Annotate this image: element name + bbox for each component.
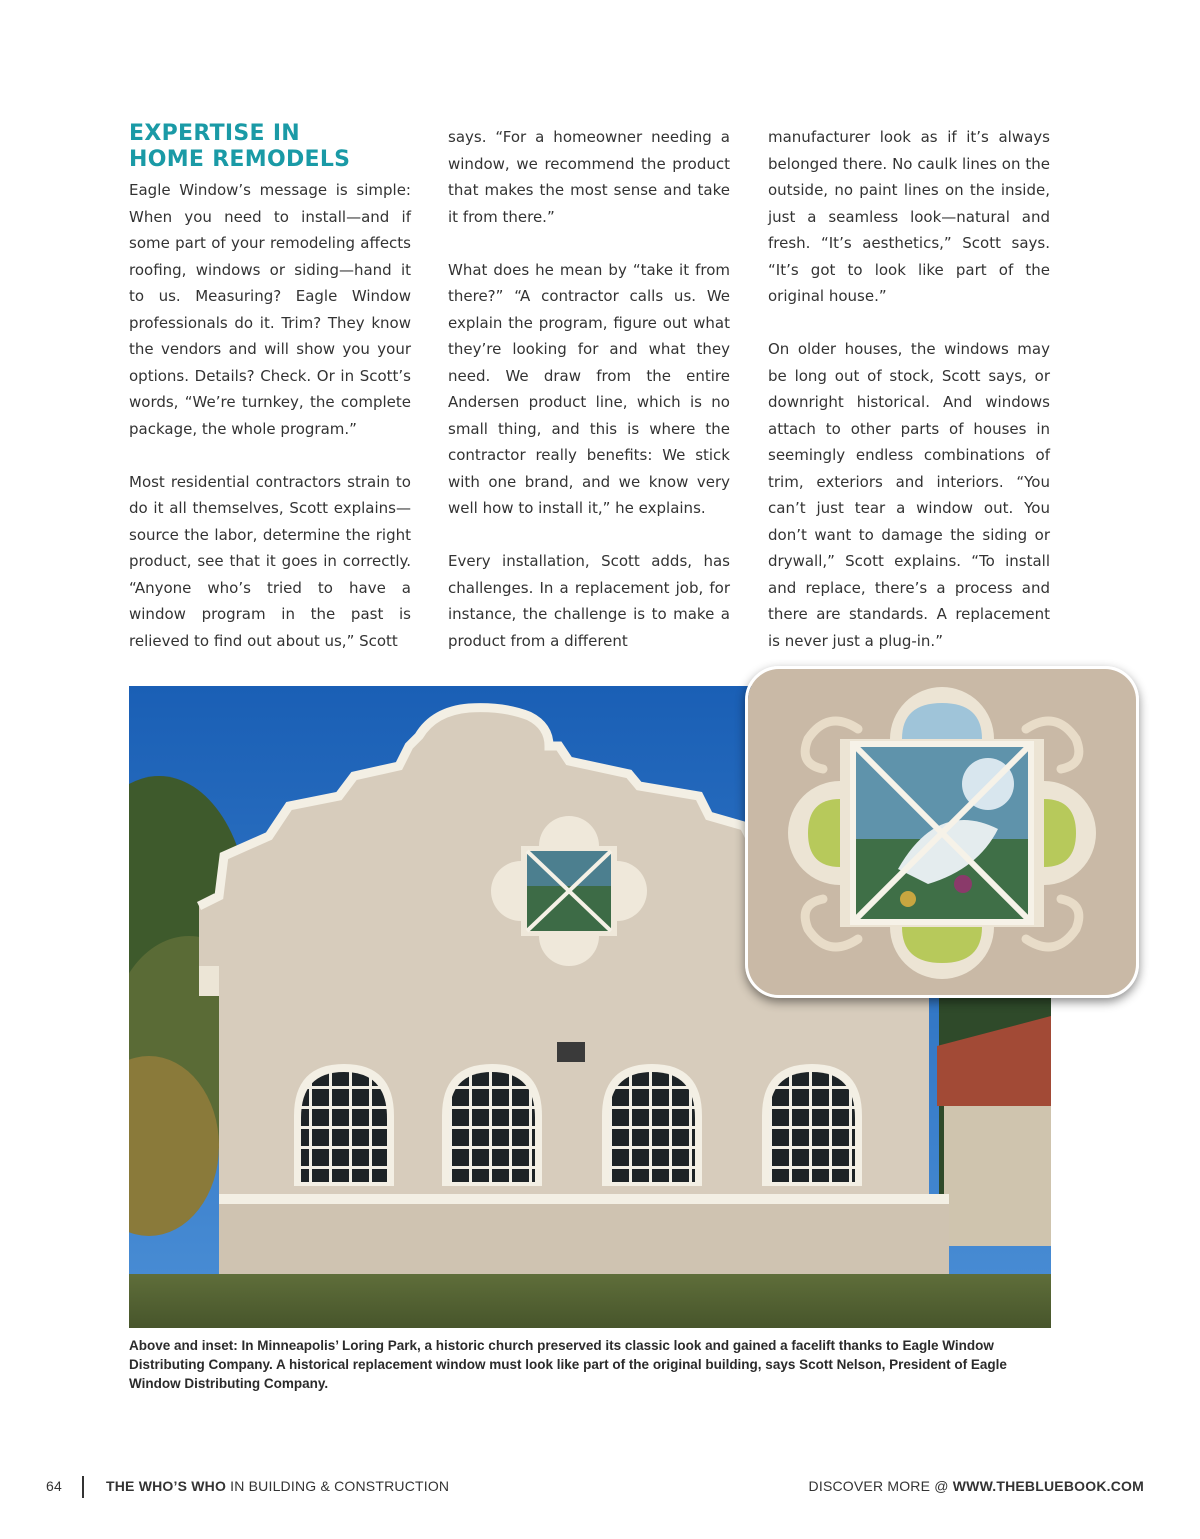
paragraph: Eagle Window’s message is simple: When you need to install—and if some part of your remodeling affects roofing, windows or siding—hand it to us. Measuring? Eagle Window professionals do it. Trim? They know the vendors and will show you your options. Details? Check. Or in Scott’s words, “We’re turnkey, the complete package, the whole program.” bbox=[129, 181, 411, 438]
publication-title-bold: THE WHO’S WHO bbox=[106, 1478, 227, 1494]
paragraph: manufacturer look as if it’s always belonged there. No caulk lines on the outside, no paint lines on the inside, just a seamless look—natural and fresh. “It’s aesthetics,” Scott says. “It’s got to look like part of the original house.” bbox=[768, 128, 1050, 305]
section-heading bbox=[129, 121, 429, 173]
photo-caption: Above and inset: In Minneapolis’ Loring Park, a historic church preserved its classic look and gained a facelift thanks to Eagle Window Distributing Company. A historical replacement window must look like part of the original building, says Scott Nelson, President of Eagle Window Distributing Company. bbox=[129, 1338, 1007, 1391]
footer-divider bbox=[82, 1476, 84, 1498]
discover-more bbox=[809, 1478, 1144, 1494]
publication-title-rest: IN BUILDING & CONSTRUCTION bbox=[226, 1478, 450, 1494]
article-column-2 bbox=[448, 124, 730, 681]
section-heading-line1: EXPERTISE IN bbox=[129, 121, 301, 146]
website-link[interactable]: WWW.THEBLUEBOOK.COM bbox=[952, 1478, 1144, 1494]
rose-window-inset-photo bbox=[745, 666, 1139, 998]
paragraph: Every installation, Scott adds, has challenges. In a replacement job, for instance, the challenge is to make a product from a different bbox=[448, 552, 730, 650]
page-number: 64 bbox=[46, 1478, 62, 1494]
section-heading-line2: HOME REMODELS bbox=[129, 147, 351, 172]
paragraph: What does he mean by “take it from there?” “A contractor calls us. We explain the program, figure out what they’re looking for and what they need. We draw from the entire Andersen product line, which is no small thing, and this is where the contractor really benefits: We stick with one brand, and we know very well how to install it,” he explains. bbox=[448, 260, 730, 517]
paragraph: On older houses, the windows may be long out of stock, Scott says, or downright historical. And windows attach to other parts of houses in seemingly endless combinations of trim, exteriors and interiors. “You can’t just tear a window out. You don’t want to damage the siding or drywall,” Scott explains. “To install and replace, there’s a process and there are standards. A replacement is never just a plug-in.” bbox=[768, 340, 1050, 650]
article-column-3 bbox=[768, 124, 1050, 681]
paragraph: says. “For a homeowner needing a window, we recommend the product that makes the most sense and take it from there.” bbox=[448, 128, 730, 226]
paragraph: Most residential contractors strain to do it all themselves, Scott explains—source the labor, determine the right product, see that it goes in correctly. “Anyone who’s tried to have a window program in the past is relieved to find out about us,” Scott bbox=[129, 472, 411, 650]
discover-more-prefix: DISCOVER MORE @ bbox=[808, 1478, 953, 1494]
article-column-1 bbox=[129, 177, 411, 681]
publication-title bbox=[106, 1478, 449, 1494]
